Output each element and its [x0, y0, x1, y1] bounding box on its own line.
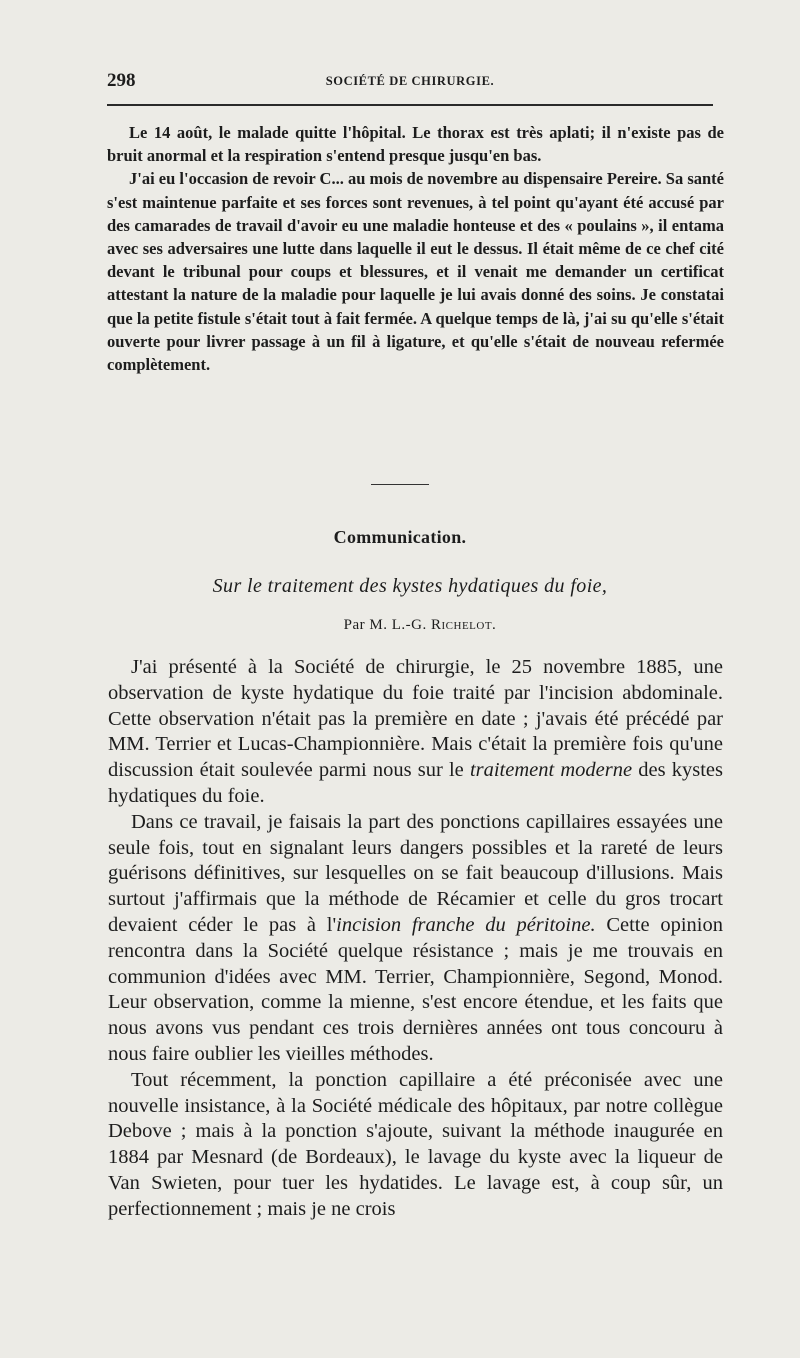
article-paragraph — [108, 810, 723, 1068]
article-text: Cette opinion rencontra dans la Société quelque résistance ; mais je me trouvais en communion d'idées avec MM. Terrier, Championnière, Segond, Monod. Leur observation, comme la mienne, s'est encore étendue, et les faits que nous avons vus pendant ces trois dernières années ont tous concouru à nous faire oublier les vieilles méthodes. — [108, 913, 723, 1065]
emphasis-text: traitement moderne — [469, 759, 633, 782]
page-number: 298 — [107, 70, 136, 91]
article-title: Sur le traitement des kystes hydatiques du foie, — [212, 575, 608, 597]
case-report-text — [107, 121, 724, 376]
article-text: J'ai présenté à la Société de chirurgie, le 25 novembre 1885, une observation de kyste hydatique du foie traité par l'incision abdominale. Cette observation n'était pas la première en date ; j'avais été précédé par MM. Terrier et Lucas-Championnière. Mais c'était la première fois qu'une discussion était soulevée parmi nous sur le — [108, 656, 723, 782]
article-paragraph — [108, 655, 723, 810]
section-divider — [371, 484, 429, 485]
case-paragraph: J'ai eu l'occasion de revoir C... au mois de novembre au dispensaire Pereire. Sa santé s'est maintenue parfaite et ses forces sont revenues, à tel point qu'ayant été accusé par des camarades de travail d'avoir eu une maladie honteuse et des « poulains », il entama avec ses adversaires une lutte dans laquelle il eut le dessus. Il était même de ce chef cité devant le tribunal pour coups et blessures, et il venait me demander un certificat attestant la nature de la maladie pour laquelle je lui avais donné des soins. Je constatai que la petite fistule s'était tout à fait fermée. A quelque temps de là, j'ai su qu'elle s'était ouverte pour livrer passage à un fil à ligature, et qu'elle s'était de nouveau refermée complètement. — [107, 169, 724, 375]
article-text: Dans ce travail, je faisais la part des ponctions capillaires essayées une seule fois, tout en signalant leurs dangers possibles et la rareté de leurs guérisons définitives, sur lesquelles on se fait beaucoup d'illusions. Mais surtout j'affirmais que la méthode de Récamier et celle du gros trocart devaient céder le pas à l' — [108, 810, 723, 936]
article-text: des kystes hydatiques du foie. — [108, 759, 723, 807]
article-body — [108, 655, 723, 1223]
byline-prefix: Par M. — [343, 617, 388, 633]
byline — [0, 617, 800, 634]
case-paragraph: Le 14 août, le malade quitte l'hôpital. Le thorax est très aplati; il n'existe pas de bruit anormal et la respiration s'entend presque jusqu'en bas. — [107, 123, 724, 166]
header-rule — [107, 104, 713, 106]
article-paragraph: Tout récemment, la ponction capillaire a été préconisée avec une nouvelle insistance, à la Société médicale des hôpitaux, par notre collègue Debove ; mais à la ponction s'ajoute, suivant la méthode inaugurée en 1884 par Mesnard (de Bordeaux), le lavage du kyste avec la liqueur de Van Swieten, pour tuer les hydatides. Le lavage est, à coup sûr, un perfectionnement ; mais je ne crois — [108, 1068, 723, 1220]
emphasis-text: incision franche du péritoine. — [336, 913, 596, 936]
author-name: L.-G. Richelot. — [391, 617, 497, 633]
section-heading: Communication. — [333, 527, 467, 547]
running-head — [107, 70, 713, 96]
journal-title: SOCIÉTÉ DE CHIRURGIE. — [325, 74, 495, 88]
